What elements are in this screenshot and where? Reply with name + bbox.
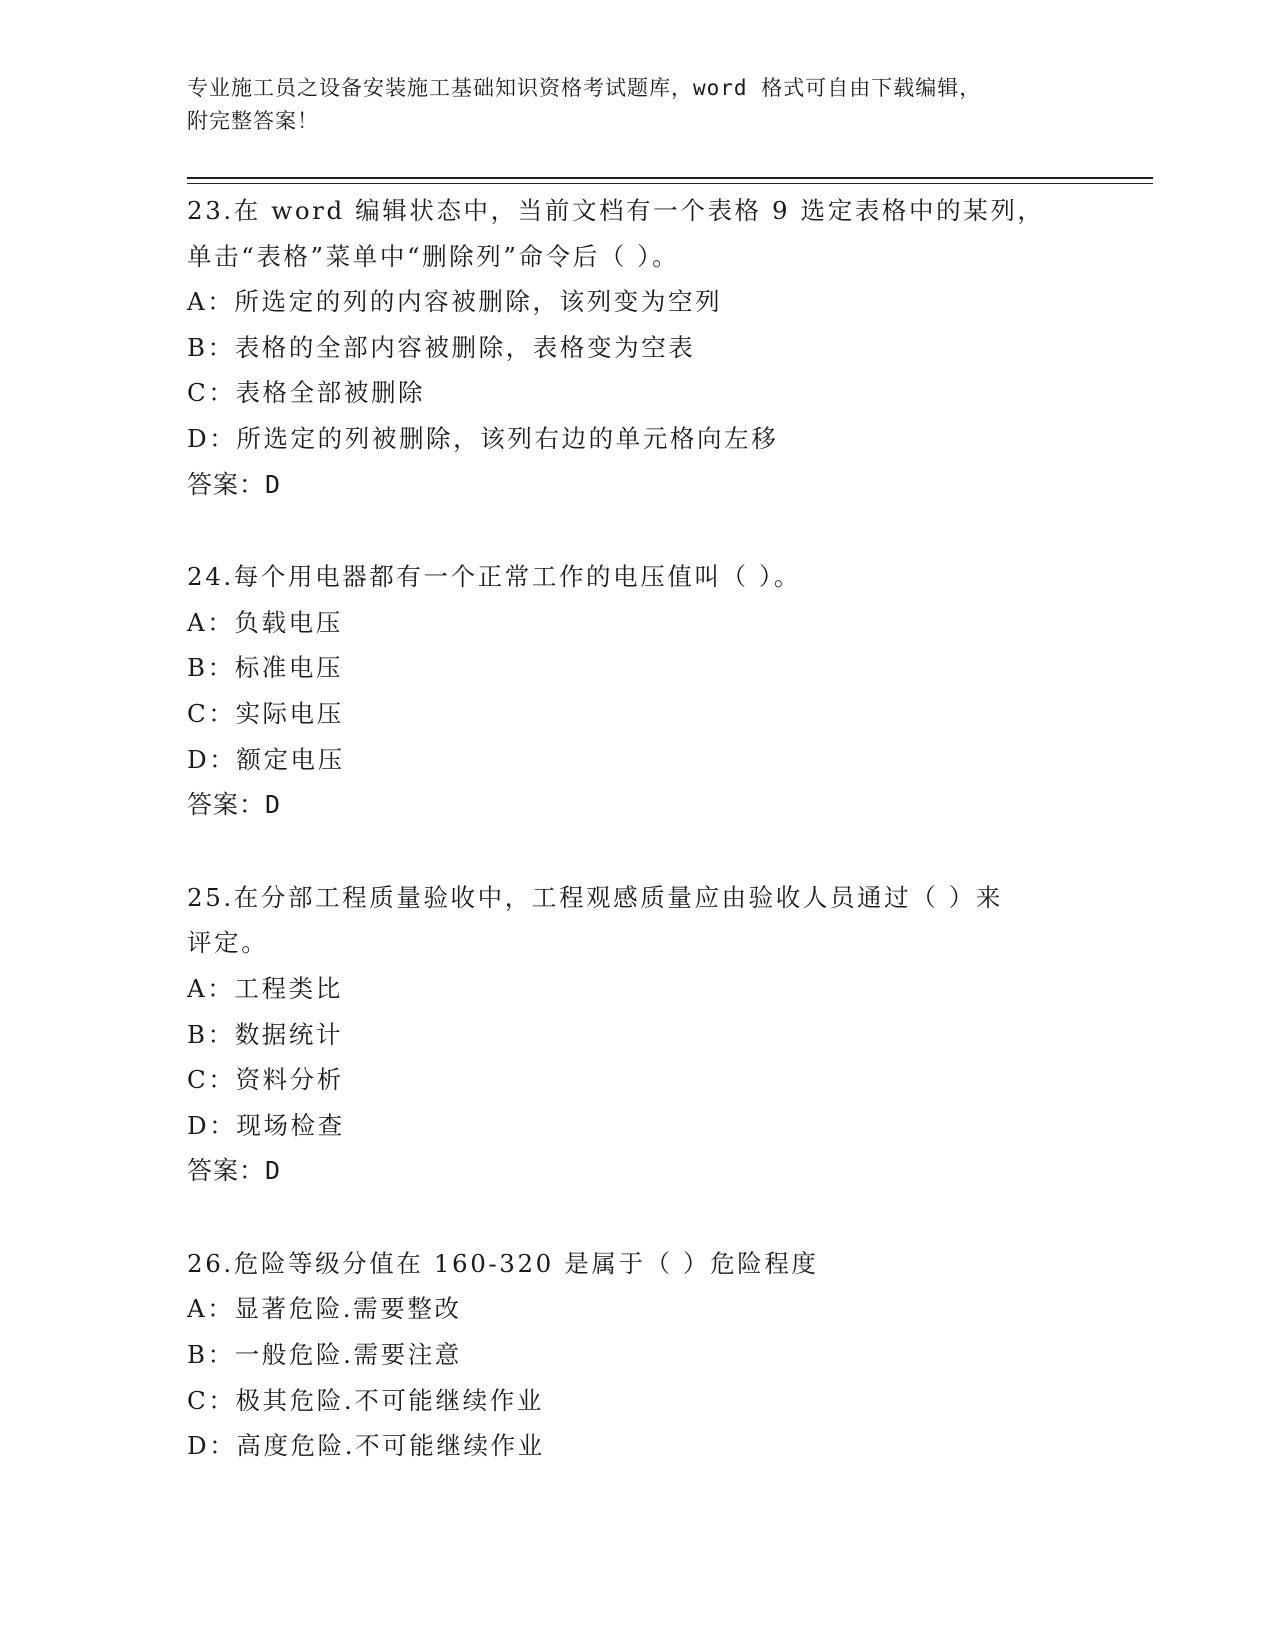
question-title: 24.每个用电器都有一个正常工作的电压值叫（ ）。 [187, 562, 801, 592]
option-d: D：高度危险.不可能继续作业 [187, 1431, 545, 1461]
question-24 [187, 554, 1087, 828]
answer: 答案：D [187, 1156, 282, 1186]
option-b: B：标准电压 [187, 653, 344, 683]
option-b: B：一般危险.需要注意 [187, 1340, 462, 1370]
question-title-continued: 单击“表格”菜单中“删除列”命令后（ ）。 [187, 241, 680, 271]
option-c: C：实际电压 [187, 698, 344, 728]
option-c: C：资料分析 [187, 1065, 344, 1095]
option-b: B：数据统计 [187, 1019, 344, 1049]
option-b: B：表格的全部内容被删除，表格变为空表 [187, 332, 696, 362]
question-title-continued: 评定。 [187, 928, 269, 958]
header-divider-top [187, 177, 1153, 179]
option-d: D：现场检查 [187, 1110, 345, 1140]
question-list [187, 188, 1087, 1516]
header-line-1: 专业施工员之设备安装施工基础知识资格考试题库，word 格式可自由下载编辑， [187, 76, 982, 100]
option-d: D：所选定的列被删除，该列右边的单元格向左移 [187, 423, 779, 453]
option-d: D：额定电压 [187, 744, 345, 774]
question-title: 25.在分部工程质量验收中，工程观感质量应由验收人员通过（ ）来 [187, 882, 1003, 912]
option-a: A：所选定的列的内容被删除，该列变为空列 [187, 287, 723, 317]
option-c: C：表格全部被删除 [187, 378, 426, 408]
answer: 答案：D [187, 790, 282, 820]
document-header [187, 72, 1067, 138]
question-title: 23.在 word 编辑状态中，当前文档有一个表格 9 选定表格中的某列， [187, 196, 1045, 225]
header-line-2: 附完整答案！ [187, 109, 319, 133]
option-c: C：极其危险.不可能继续作业 [187, 1385, 544, 1415]
header-divider-bottom [187, 183, 1153, 184]
question-26 [187, 1241, 1087, 1469]
answer: 答案：D [187, 469, 282, 499]
question-23 [187, 188, 1087, 507]
option-a: A：工程类比 [187, 973, 343, 1003]
option-a: A：显著危险.需要整改 [187, 1294, 462, 1324]
question-title: 26.危险等级分值在 160-320 是属于（ ）危险程度 [187, 1248, 819, 1278]
option-a: A：负载电压 [187, 607, 343, 637]
question-25 [187, 875, 1087, 1194]
